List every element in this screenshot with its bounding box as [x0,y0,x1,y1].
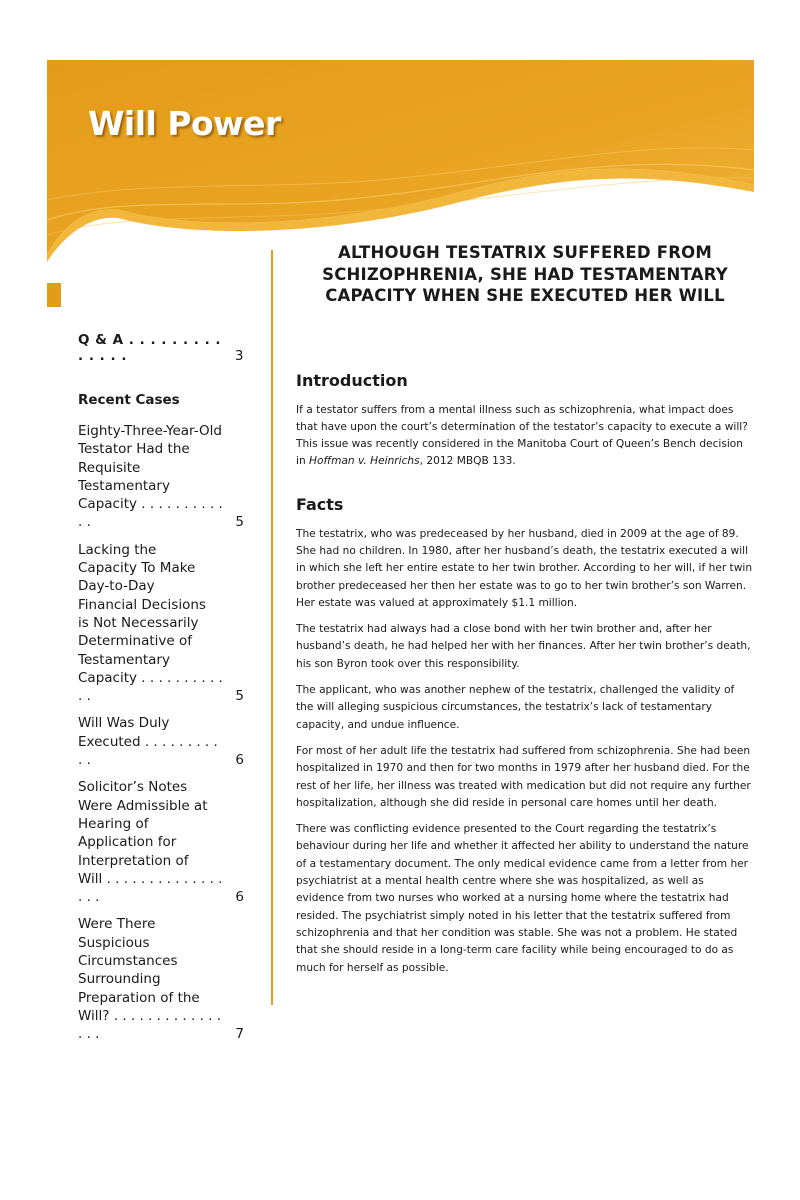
toc-entry-page: 7 [235,1026,244,1043]
toc-entry-page: 6 [235,889,244,906]
table-of-contents [78,332,244,1053]
paragraph: The testatrix, who was predeceased by her husband, died in 2009 at the age of 89. She had no children. In 1980, after her husband’s death, the testatrix executed a will in which she left her entire estate to her twin brother. According to her will, if her twin brother predeceased her then her estate was to go to her twin brother’s son Warren. Her estate was valued at approximately $1.1 million. [296,527,753,609]
toc-entry-label: Eighty-Three-Year-Old Testator Had the Requisite Testamentary Capacity . . . . . . . . . . . . [78,423,223,531]
toc-entry-page: 5 [235,514,244,531]
toc-entry-qa[interactable] [78,332,244,364]
toc-entry-recent-case[interactable] [78,915,244,1043]
paragraph: The testatrix had always had a close bond with her twin brother and, after her husband’s death, he had helped her with her finances. After her twin brother’s death, his son Byron took over this responsibility. [296,623,751,670]
toc-entry-label: Were There Suspicious Circumstances Surrounding Preparation of the Will? . . . . . . . . . . . . . . . . [78,916,222,1043]
masthead-title: Will Power [88,104,281,143]
paragraph: The applicant, who was another nephew of the testatrix, challenged the validity of the will alleging suspicious circumstances, the testatrix’s lack of testamentary capacity, and undue influence. [296,684,735,731]
toc-entry-recent-case[interactable] [78,778,244,906]
toc-entry-recent-case[interactable] [78,541,244,706]
toc-entry-label: Lacking the Capacity To Make Day-to-Day Financial Decisions is Not Necessarily Determinative of Testamentary Capacity . . . . . . . . . . . . [78,541,223,705]
toc-entry-recent-case[interactable] [78,714,244,769]
article [296,242,754,986]
article-headline: ALTHOUGH TESTATRIX SUFFERED FROM SCHIZOPHRENIA, SHE HAD TESTAMENTARY CAPACITY WHEN SHE EXECUTED HER WILL [322,243,728,305]
section-introduction [296,371,754,471]
paragraph: For most of her adult life the testatrix had suffered from schizophrenia. She had been hospitalized in 1970 and then for two months in 1979 after her husband died. For the rest of her life, her illness was treated with medication but did not require any further hospitalization, although she did reside in personal care homes until her death. [296,744,751,809]
toc-entry-page: 5 [235,688,244,705]
paragraph: If a testator suffers from a mental illness such as schizophrenia, what impact does that have upon the court’s determination of the testator’s capacity to execute a will? This issue was recently considered in the Manitoba Court of Queen’s Bench decision in Hoffman v. Heinrichs, 2012 MBQB 133. [296,403,748,468]
toc-entry-page: 3 [234,348,244,364]
toc-entry-page: 6 [235,752,244,769]
toc-entry-recent-case[interactable] [78,422,244,532]
case-citation: Hoffman v. Heinrichs [309,455,420,468]
section-heading: Facts [296,494,344,514]
toc-recent-cases-heading: Recent Cases [78,392,180,408]
section-heading: Introduction [296,370,408,390]
toc-entry-label: Will Was Duly Executed . . . . . . . . . . . [78,715,218,769]
section-facts [296,495,754,977]
toc-entry-label: Q & A . . . . . . . . . . . . . . [78,332,222,364]
toc-entry-label: Solicitor’s Notes Were Admissible at Hearing of Application for Interpretation of Will . . . . . . . . . . . . . . . . . [78,779,223,906]
paragraph: There was conflicting evidence presented to the Court regarding the testatrix’s behaviour during her life and whether it affected her ability to understand the nature of a testamentary document. The only medical evidence came from a letter from her psychiatrist at a mental health centre where she was hospitalized, as well as evidence from two nurses who worked at a nursing home where the testatrix had resided. The psychiatrist simply noted in his letter that the testatrix suffered from schizophrenia and that her condition was stable. She was not a problem. He stated that she should reside in a long-term care facility while being encouraged to do as much for herself as possible. [296,823,749,974]
column-divider [271,250,273,1005]
banner-wave-shape [47,60,754,255]
toc-recent-cases-list [78,422,244,1044]
orange-accent-tab [47,283,61,307]
